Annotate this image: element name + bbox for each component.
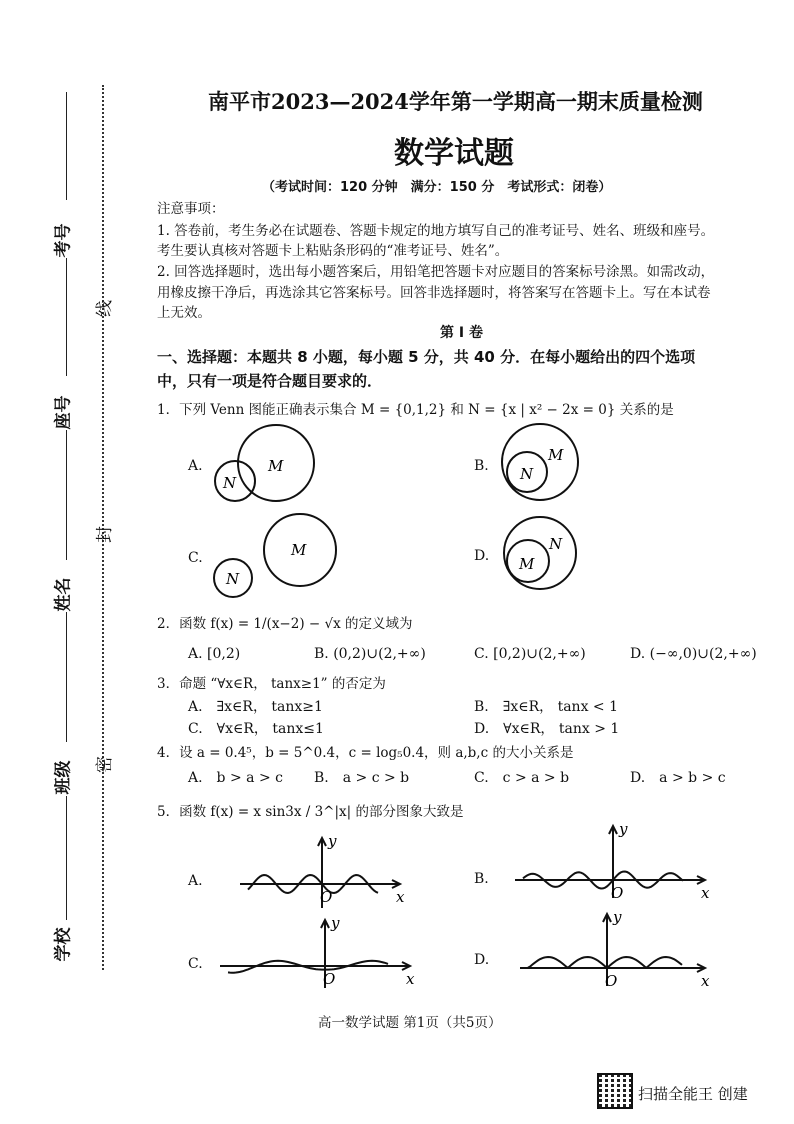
q5-option-c: C. bbox=[188, 956, 203, 972]
section-heading-line2: 中，只有一项是符合题目要求的． bbox=[157, 372, 383, 390]
margin-label-xuexiao: 学校 bbox=[53, 927, 74, 962]
venn-a-n-label: N bbox=[223, 474, 237, 492]
q4-stem: 4．设 a = 0.4⁵，b = 5^0.4，c = log₅0.4，则 a,b,c 的大小关系是 bbox=[157, 745, 574, 761]
venn-c-m-label: M bbox=[291, 541, 307, 559]
seal-label-xian: 线 bbox=[95, 300, 115, 317]
q2-option-c: C. [0,2)∪(2,+∞) bbox=[474, 646, 586, 662]
scanner-watermark: 扫描全能王 创建 bbox=[638, 1085, 748, 1103]
page-footer: 高一数学试题 第1页（共5页） bbox=[318, 1015, 502, 1031]
q5-c-x-label: x bbox=[406, 970, 415, 988]
q3-option-a: A. ∃x∈R， tanx≥1 bbox=[188, 699, 323, 715]
qr-code-icon bbox=[597, 1073, 633, 1109]
q1-option-d: D. bbox=[474, 548, 490, 564]
q5-d-y-label: y bbox=[613, 908, 622, 926]
q5-b-origin-label: O bbox=[611, 884, 624, 902]
q3-option-b: B. ∃x∈R， tanx < 1 bbox=[474, 699, 619, 715]
q5-option-d: D. bbox=[474, 952, 490, 968]
notes-line: 用橡皮擦干净后，再选涂其它答案标号。回答非选择题时，将答案写在答题卡上。写在本试卷 bbox=[157, 285, 711, 301]
q5-a-origin-label: O bbox=[320, 888, 333, 906]
q3-option-c: C. ∀x∈R， tanx≤1 bbox=[188, 721, 324, 737]
exam-subtitle: 数学试题 bbox=[394, 136, 514, 171]
q5-b-x-label: x bbox=[701, 884, 710, 902]
q5-c-origin-label: O bbox=[323, 970, 336, 988]
margin-label-banji: 班级 bbox=[53, 760, 74, 795]
q2-stem: 2．函数 f(x) = 1/(x−2) − √x 的定义域为 bbox=[157, 616, 413, 632]
q4-option-d: D. a > b > c bbox=[630, 770, 726, 786]
venn-d-m-label: M bbox=[519, 555, 535, 573]
exam-title: 南平市2023—2024学年第一学期高一期末质量检测 bbox=[208, 89, 703, 114]
venn-b-n-label: N bbox=[520, 465, 534, 483]
q1-stem: 1．下列 Venn 图能正确表示集合 M = {0,1,2} 和 N = {x | x² − 2x = 0} 关系的是 bbox=[157, 402, 674, 418]
notes-line: 1. 答卷前，考生务必在试题卷、答题卡规定的地方填写自己的准考证号、姓名、班级和座号。 bbox=[157, 223, 715, 239]
q5-d-x-label: x bbox=[701, 972, 710, 990]
q1-option-c: C. bbox=[188, 550, 203, 566]
venn-d-n-label: N bbox=[549, 535, 563, 553]
q4-option-a: A. b > a > c bbox=[188, 770, 283, 786]
q5-option-a: A. bbox=[188, 873, 203, 889]
q4-option-c: C. c > a > b bbox=[474, 770, 570, 786]
q3-option-d: D. ∀x∈R， tanx > 1 bbox=[474, 721, 620, 737]
q5-option-b: B. bbox=[474, 871, 489, 887]
q5-d-curve bbox=[528, 957, 682, 968]
venn-b-m-label: M bbox=[548, 446, 564, 464]
seal-label-mi: 密 bbox=[95, 756, 115, 773]
q5-a-x-label: x bbox=[396, 888, 405, 906]
q5-b-y-label: y bbox=[619, 820, 628, 838]
q1-option-a: A. bbox=[188, 458, 203, 474]
notes-line: 2. 回答选择题时，选出每小题答案后，用铅笔把答题卡对应题目的答案标号涂黑。如需改动， bbox=[157, 264, 715, 280]
margin-label-xingming: 姓名 bbox=[53, 577, 74, 612]
q4-option-b: B. a > c > b bbox=[314, 770, 410, 786]
margin-label-zuohao: 座号 bbox=[53, 395, 74, 430]
venn-a-m-label: M bbox=[268, 457, 284, 475]
q5-a-y-label: y bbox=[328, 832, 337, 850]
q2-option-a: A. [0,2) bbox=[188, 646, 241, 662]
notes-line: 上无效。 bbox=[157, 305, 211, 321]
section-juan: 第 I 卷 bbox=[440, 325, 483, 341]
q3-stem: 3．命题 “∀x∈R， tanx≥1” 的否定为 bbox=[157, 676, 386, 692]
section-heading-line1: 一、选择题：本题共 8 小题，每小题 5 分，共 40 分．在每小题给出的四个选项 bbox=[157, 348, 696, 366]
seal-label-feng: 封 bbox=[95, 526, 115, 543]
q5-stem: 5．函数 f(x) = x sin3x / 3^|x| 的部分图象大致是 bbox=[157, 804, 464, 820]
venn-c-n-label: N bbox=[226, 570, 240, 588]
notes-heading: 注意事项： bbox=[157, 201, 225, 217]
exam-info: （考试时间：120 分钟 满分：150 分 考试形式：闭卷） bbox=[262, 180, 612, 195]
margin-label-kaohao: 考号 bbox=[53, 223, 74, 258]
q5-c-y-label: y bbox=[331, 914, 340, 932]
q2-option-b: B. (0,2)∪(2,+∞) bbox=[314, 646, 426, 662]
notes-line: 考生要认真核对答题卡上粘贴条形码的“准考证号、姓名”。 bbox=[157, 243, 509, 259]
q5-d-origin-label: O bbox=[605, 972, 618, 990]
q2-option-d: D. (−∞,0)∪(2,+∞) bbox=[630, 646, 757, 662]
q1-option-b: B. bbox=[474, 458, 489, 474]
